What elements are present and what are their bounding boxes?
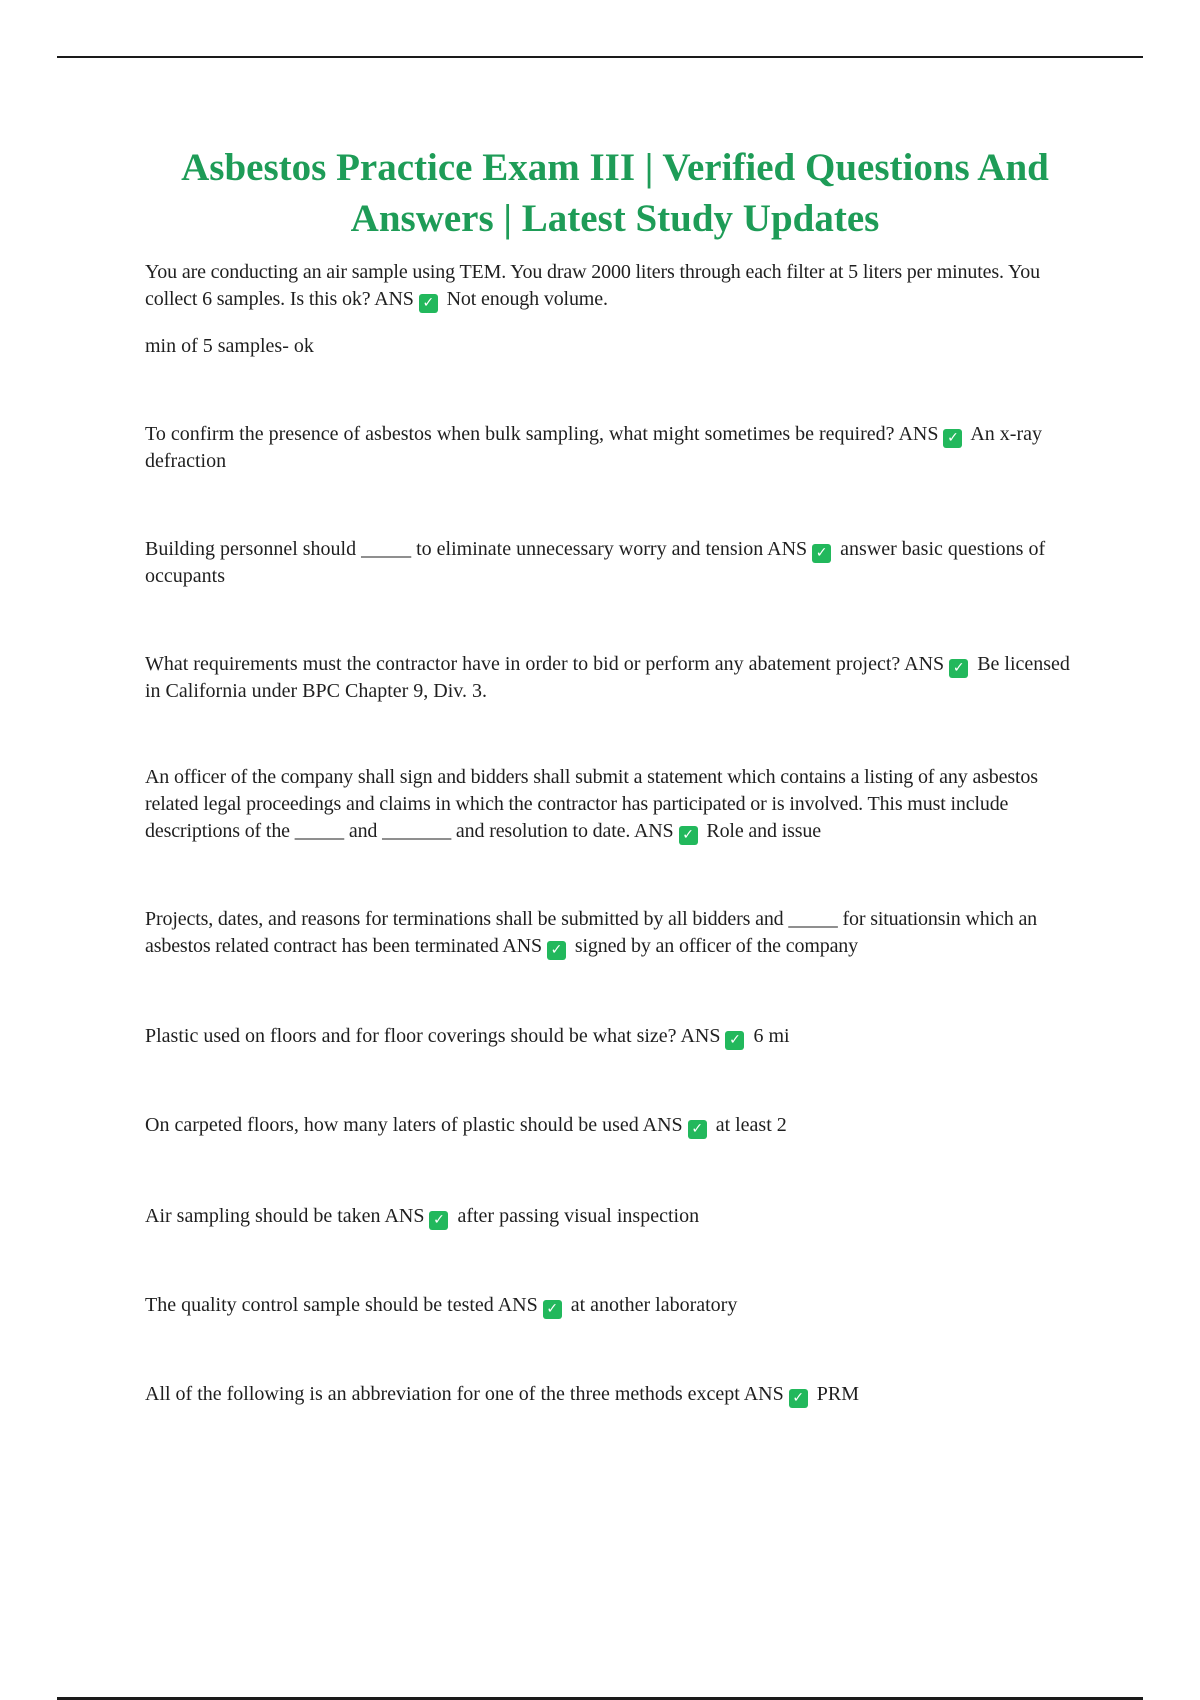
check-icon: ✓ — [419, 294, 438, 313]
qa-item — [145, 1112, 1090, 1139]
check-icon: ✓ — [943, 429, 962, 448]
ans-marker: ANS — [642, 1114, 683, 1136]
qa-item — [145, 764, 1090, 845]
check-icon: ✓ — [547, 941, 566, 960]
qa-item — [145, 259, 1090, 313]
qa-item — [145, 536, 1090, 590]
ans-marker: ANS — [502, 935, 542, 957]
question-text: Building personnel should _____ to eliminate unnecessary worry and tension — [145, 538, 764, 560]
answer-text: Be licensed in California under BPC Chapter 9, Div. 3. — [145, 653, 1070, 702]
answer-text: signed by an officer of the company — [574, 935, 859, 957]
note-text: min of 5 samples- ok — [145, 335, 314, 357]
check-icon: ✓ — [543, 1300, 562, 1319]
check-icon: ✓ — [429, 1211, 448, 1230]
answer-text: Not enough volume. — [446, 288, 608, 310]
question-text: An officer of the company shall sign and bidders shall submit a statement which contains a listing of any asbestos related legal proceedings and claims in which the contractor has participated or is involved. This must include descriptions of the _____ and _______ and resolution to date. — [145, 766, 1038, 842]
ans-marker: ANS — [898, 423, 939, 445]
question-text: What requirements must the contractor have in order to bid or perform any abatement project? — [145, 653, 901, 675]
question-text: Projects, dates, and reasons for terminations shall be submitted by all bidders and _____ for situationsin which an asbestos related contract has been terminated — [145, 908, 1038, 957]
qa-item — [145, 906, 1090, 960]
answer-text: at least 2 — [715, 1114, 787, 1136]
qa-item — [145, 651, 1090, 705]
question-text: All of the following is an abbreviation for one of the three methods except — [145, 1383, 740, 1405]
check-icon: ✓ — [812, 544, 831, 563]
question-text: To confirm the presence of asbestos when bulk sampling, what might sometimes be required? — [145, 423, 895, 445]
question-text: Plastic used on floors and for floor coverings should be what size? — [145, 1025, 677, 1047]
question-text: You are conducting an air sample using TEM. You draw 2000 liters through each filter at 5 liters per minutes. You collect 6 samples. Is this ok? — [145, 261, 1040, 310]
qa-item — [145, 421, 1090, 475]
qa-item — [145, 1023, 1090, 1050]
answer-text: Role and issue — [706, 820, 821, 842]
check-icon: ✓ — [679, 826, 698, 845]
document-title: Asbestos Practice Exam III | Verified Questions And Answers | Latest Study Updates — [181, 146, 1049, 240]
check-icon: ✓ — [725, 1031, 744, 1050]
ans-marker: ANS — [384, 1205, 425, 1227]
ans-marker: ANS — [633, 820, 674, 842]
header-rule — [57, 56, 1143, 58]
answer-text: after passing visual inspection — [457, 1205, 700, 1227]
answer-text: PRM — [816, 1383, 859, 1405]
check-icon: ✓ — [688, 1120, 707, 1139]
qa-item — [145, 1292, 1090, 1319]
ans-marker: ANS — [374, 288, 414, 310]
check-icon: ✓ — [949, 659, 968, 678]
qa-item — [145, 1203, 1090, 1230]
ans-marker: ANS — [680, 1025, 721, 1047]
answer-text: answer basic questions of occupants — [145, 538, 1046, 587]
question-text: On carpeted floors, how many laters of plastic should be used — [145, 1114, 639, 1136]
answer-text: at another laboratory — [570, 1294, 738, 1316]
question-text: Air sampling should be taken — [145, 1205, 381, 1227]
ans-marker: ANS — [497, 1294, 538, 1316]
qa-item — [145, 1381, 1090, 1408]
answer-text: An x-ray defraction — [145, 423, 1042, 472]
check-icon: ✓ — [789, 1389, 808, 1408]
question-text: The quality control sample should be tested — [145, 1294, 494, 1316]
answer-text: 6 mi — [753, 1025, 790, 1047]
ans-marker: ANS — [767, 538, 808, 560]
ans-marker: ANS — [904, 653, 945, 675]
ans-marker: ANS — [743, 1383, 784, 1405]
